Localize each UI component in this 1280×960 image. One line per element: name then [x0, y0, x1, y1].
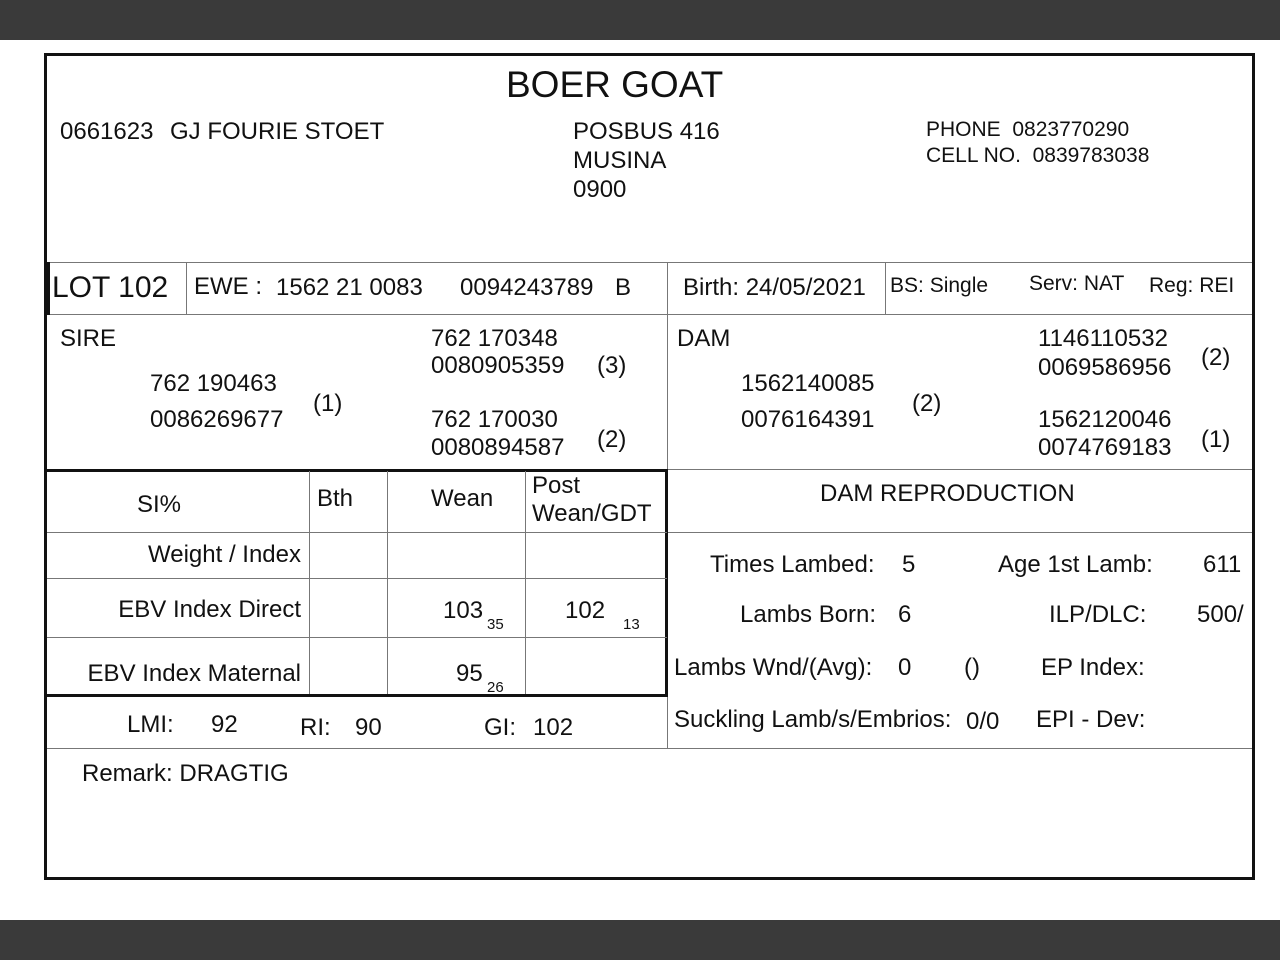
ewe-grade: B: [615, 274, 632, 301]
divider-lot-bottom: [47, 314, 1252, 315]
phone-number: 0823770290: [1012, 118, 1130, 141]
row-weight-label: Weight / Index: [148, 541, 301, 568]
address-line-2: MUSINA: [573, 147, 667, 174]
times-lambed-label: Times Lambed:: [710, 551, 875, 578]
lot-number: 102: [118, 271, 169, 304]
ewe-label: EWE :: [194, 273, 263, 300]
maternal-wean-value: 95: [456, 660, 483, 687]
lot-left-edge: [47, 262, 50, 315]
birth-label: Birth:: [683, 274, 740, 301]
index-table-bottom: [47, 694, 668, 697]
gi-label: GI:: [484, 714, 517, 741]
direct-post-sub: 13: [623, 616, 640, 633]
index-row-line-2: [47, 578, 667, 579]
index-row-line-1: [47, 532, 667, 533]
cell: [926, 145, 1149, 166]
direct-post-value: 102: [565, 597, 606, 624]
index-col-line-1: [309, 471, 310, 694]
bs: [890, 275, 988, 296]
address-line-3: 0900: [573, 176, 627, 203]
breeder-code: 0661623: [60, 118, 154, 145]
phone-label: PHONE: [926, 118, 1001, 141]
address-line-1: POSBUS 416: [573, 118, 720, 145]
divider-lot-top: [47, 262, 1252, 263]
lmi-label: LMI:: [127, 711, 174, 738]
dam-dam-rank: (1): [1201, 426, 1231, 453]
dam-reproduction-title: DAM REPRODUCTION: [820, 480, 1075, 507]
dam-id: 0076164391: [741, 406, 875, 433]
age-first-lamb-value: 611: [1203, 551, 1242, 578]
dam-dam-number: 1562120046: [1038, 406, 1172, 433]
epi-dev-label: EPI - Dev:: [1036, 706, 1146, 733]
reg-value: REI: [1199, 274, 1235, 297]
col-post-line2: Wean/GDT: [532, 500, 652, 527]
dam-sire-number: 1146110532: [1038, 325, 1168, 352]
dam-sire-id: 0069586956: [1038, 354, 1172, 381]
birth-divider-right: [885, 262, 886, 315]
goat-sale-card: [44, 53, 1255, 880]
sire-rank: (1): [313, 390, 343, 417]
col-wean: Wean: [431, 485, 494, 512]
cell-number: 0839783038: [1032, 144, 1150, 167]
lot-label: LOT 102: [52, 271, 169, 304]
gi-value: 102: [533, 714, 574, 741]
dam-label: DAM: [677, 325, 731, 352]
col-bth: Bth: [317, 485, 354, 512]
remark: [82, 762, 289, 786]
ri-label: RI:: [300, 714, 331, 741]
sire-dam-rank: (2): [597, 426, 627, 453]
times-lambed-value: 5: [902, 551, 916, 578]
ewe-number: 1562 21 0083: [276, 274, 423, 301]
bs-label: BS:: [890, 274, 924, 297]
ilp-label: ILP/DLC:: [1049, 601, 1147, 628]
sire-sire-id: 0080905359: [431, 352, 565, 379]
lambs-wnd-label: Lambs Wnd/(Avg):: [674, 654, 873, 681]
sire-label: SIRE: [60, 325, 117, 352]
bs-value: Single: [929, 274, 989, 297]
sire-number: 762 190463: [150, 370, 277, 397]
dam-dam-id: 0074769183: [1038, 434, 1172, 461]
bottom-bar: [0, 920, 1280, 960]
col-post-line1: Post: [532, 472, 581, 499]
maternal-wean-sub: 26: [487, 679, 504, 696]
remark-value: DRAGTIG: [179, 760, 289, 787]
serv-label: Serv:: [1029, 272, 1079, 295]
dam-number: 1562140085: [741, 370, 875, 397]
ep-index-label: EP Index:: [1041, 654, 1145, 681]
row-direct-label: EBV Index Direct: [118, 596, 301, 623]
direct-wean-sub: 35: [487, 616, 504, 633]
serv-value: NAT: [1083, 272, 1125, 295]
suckling-label: Suckling Lamb/s/Embrios:: [674, 706, 952, 733]
lambs-wnd-value: 0: [898, 654, 912, 681]
breeder-name: GJ FOURIE STOET: [170, 118, 385, 145]
birth-date: 24/05/2021: [745, 274, 866, 301]
divider-pedigree-right: [667, 469, 1252, 470]
remark-label: Remark:: [82, 760, 173, 787]
index-col-line-3: [525, 471, 526, 694]
divider-remark: [47, 748, 1252, 749]
suckling-value: 0/0: [966, 708, 1000, 735]
ri-value: 90: [355, 714, 382, 741]
direct-wean-value: 103: [443, 597, 484, 624]
lot-divider: [186, 262, 187, 315]
reg-label: Reg:: [1149, 274, 1194, 297]
birth: [683, 276, 866, 300]
dam-sire-rank: (2): [1201, 344, 1231, 371]
top-bar: [0, 0, 1280, 40]
birth-divider-left: [667, 262, 668, 315]
serv: [1029, 273, 1124, 294]
index-col-line-2: [387, 471, 388, 694]
row-maternal-label: EBV Index Maternal: [87, 660, 301, 687]
sire-sire-number: 762 170348: [431, 325, 558, 352]
sire-dam-id: 0080894587: [431, 434, 565, 461]
index-table-right: [665, 469, 668, 697]
cell-label: CELL NO.: [926, 144, 1021, 167]
si-label: SI%: [137, 491, 182, 518]
lambs-born-label: Lambs Born:: [740, 601, 877, 628]
lambs-wnd-avg: (): [964, 654, 980, 681]
card-title: BOER GOAT: [506, 64, 724, 105]
divider-dam-title: [667, 532, 1252, 533]
sire-id: 0086269677: [150, 406, 284, 433]
ilp-value: 500/: [1197, 601, 1244, 628]
lmi-value: 92: [211, 711, 238, 738]
ewe-id: 0094243789: [460, 274, 594, 301]
age-first-lamb-label: Age 1st Lamb:: [998, 551, 1153, 578]
sire-dam-number: 762 170030: [431, 406, 558, 433]
dam-rank: (2): [912, 390, 942, 417]
reg: [1149, 275, 1234, 296]
sire-sire-rank: (3): [597, 352, 627, 379]
lambs-born-value: 6: [898, 601, 912, 628]
phone: [926, 119, 1129, 140]
index-row-line-3: [47, 637, 667, 638]
